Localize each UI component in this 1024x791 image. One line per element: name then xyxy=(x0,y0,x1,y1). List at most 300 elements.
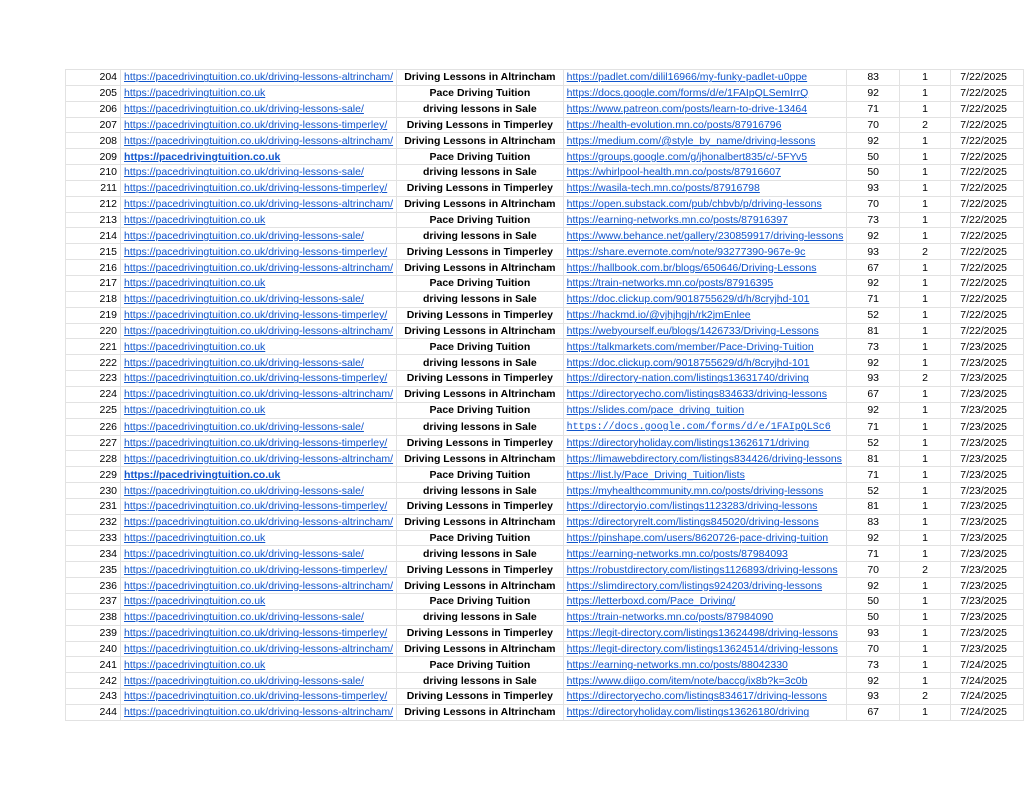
date-cell: 7/23/2025 xyxy=(951,371,1024,387)
backlink-url-link[interactable]: https://legit-directory.com/listings13624514/driving-lessons xyxy=(566,642,838,655)
table-row xyxy=(66,704,1024,720)
target-url-link[interactable]: https://pacedrivingtuition.co.uk/driving-lessons-timperley/ xyxy=(124,372,388,385)
backlink-url-link[interactable]: https://open.substack.com/pub/chbvb/p/driving-lessons xyxy=(566,198,822,211)
table-row xyxy=(66,689,1024,705)
date-cell: 7/23/2025 xyxy=(951,467,1024,483)
target-url-link[interactable]: https://pacedrivingtuition.co.uk/driving-lessons-sale/ xyxy=(124,356,364,369)
domain-authority-cell: 67 xyxy=(847,386,900,402)
table-row xyxy=(66,641,1024,657)
target-url-link[interactable]: https://pacedrivingtuition.co.uk/driving-lessons-altrincham/ xyxy=(124,642,394,655)
row-number-cell: 223 xyxy=(66,371,121,387)
date-cell: 7/22/2025 xyxy=(951,244,1024,260)
backlink-url-link[interactable]: https://www.patreon.com/posts/learn-to-drive-13464 xyxy=(566,103,808,116)
backlink-url-cell xyxy=(563,657,847,673)
domain-authority-cell: 81 xyxy=(847,323,900,339)
table-row xyxy=(66,609,1024,625)
target-url-cell xyxy=(121,514,397,530)
domain-authority-cell: 70 xyxy=(847,641,900,657)
target-url-link[interactable]: https://pacedrivingtuition.co.uk xyxy=(124,595,266,608)
backlink-url-link[interactable]: https://groups.google.com/g/jhonalbert835/c/-5FYv5 xyxy=(566,150,808,163)
domain-authority-cell: 92 xyxy=(847,133,900,149)
row-number-cell: 229 xyxy=(66,467,121,483)
date-cell: 7/22/2025 xyxy=(951,101,1024,117)
keyword-cell: Pace Driving Tuition xyxy=(397,467,564,483)
keyword-cell: driving lessons in Sale xyxy=(397,609,564,625)
target-url-cell xyxy=(121,371,397,387)
target-url-link[interactable]: https://pacedrivingtuition.co.uk/driving-lessons-altrincham/ xyxy=(124,71,394,84)
target-url-link[interactable]: https://pacedrivingtuition.co.uk xyxy=(124,340,266,353)
date-cell: 7/22/2025 xyxy=(951,117,1024,133)
backlink-url-cell xyxy=(563,70,847,86)
target-url-link[interactable]: https://pacedrivingtuition.co.uk xyxy=(124,277,266,290)
count-cell: 1 xyxy=(900,641,951,657)
table-row xyxy=(66,291,1024,307)
keyword-cell: driving lessons in Sale xyxy=(397,355,564,371)
date-cell: 7/22/2025 xyxy=(951,165,1024,181)
table-row xyxy=(66,578,1024,594)
target-url-cell xyxy=(121,483,397,499)
table-row xyxy=(66,180,1024,196)
backlink-url-cell xyxy=(563,530,847,546)
backlink-url-link[interactable]: https://medium.com/@style_by_name/driving-lessons xyxy=(566,134,816,147)
backlink-url-link[interactable]: https://docs.google.com/forms/d/e/1FAIpQLSc6 xyxy=(566,421,831,433)
keyword-cell: driving lessons in Sale xyxy=(397,418,564,435)
target-url-link[interactable]: https://pacedrivingtuition.co.uk/driving-lessons-altrincham/ xyxy=(124,324,394,337)
backlink-url-cell xyxy=(563,371,847,387)
backlink-url-link[interactable]: https://hallbook.com.br/blogs/650646/Driving-Lessons xyxy=(566,261,817,274)
keyword-cell: Pace Driving Tuition xyxy=(397,149,564,165)
backlink-url-link[interactable]: https://train-networks.mn.co/posts/87916395 xyxy=(566,277,774,290)
count-cell: 1 xyxy=(900,307,951,323)
backlink-url-link[interactable]: https://directoryecho.com/listings834617/driving-lessons xyxy=(566,690,827,703)
backlink-url-link[interactable]: https://legit-directory.com/listings13624498/driving-lessons xyxy=(566,627,838,640)
table-row xyxy=(66,625,1024,641)
target-url-cell xyxy=(121,212,397,228)
row-number-cell: 211 xyxy=(66,180,121,196)
backlink-url-cell xyxy=(563,673,847,689)
domain-authority-cell: 71 xyxy=(847,101,900,117)
backlinks-table xyxy=(65,69,1024,721)
domain-authority-cell: 71 xyxy=(847,418,900,435)
backlink-url-cell xyxy=(563,578,847,594)
target-url-cell xyxy=(121,180,397,196)
backlink-url-link[interactable]: https://earning-networks.mn.co/posts/88042330 xyxy=(566,658,788,671)
row-number-cell: 204 xyxy=(66,70,121,86)
target-url-cell xyxy=(121,418,397,435)
backlink-url-cell xyxy=(563,689,847,705)
table-row xyxy=(66,530,1024,546)
target-url-link[interactable]: https://pacedrivingtuition.co.uk/driving-lessons-sale/ xyxy=(124,103,364,116)
count-cell: 2 xyxy=(900,371,951,387)
row-number-cell: 207 xyxy=(66,117,121,133)
count-cell: 1 xyxy=(900,483,951,499)
keyword-cell: driving lessons in Sale xyxy=(397,546,564,562)
date-cell: 7/23/2025 xyxy=(951,418,1024,435)
target-url-link[interactable]: https://pacedrivingtuition.co.uk/driving-lessons-timperley/ xyxy=(124,563,388,576)
date-cell: 7/22/2025 xyxy=(951,212,1024,228)
keyword-cell: Driving Lessons in Altrincham xyxy=(397,133,564,149)
table-row xyxy=(66,483,1024,499)
row-number-cell: 205 xyxy=(66,85,121,101)
row-number-cell: 240 xyxy=(66,641,121,657)
count-cell: 1 xyxy=(900,673,951,689)
date-cell: 7/23/2025 xyxy=(951,483,1024,499)
target-url-link[interactable]: https://pacedrivingtuition.co.uk/driving-lessons-sale/ xyxy=(124,611,364,624)
domain-authority-cell: 92 xyxy=(847,355,900,371)
row-number-cell: 220 xyxy=(66,323,121,339)
target-url-cell xyxy=(121,323,397,339)
date-cell: 7/23/2025 xyxy=(951,641,1024,657)
row-number-cell: 241 xyxy=(66,657,121,673)
backlink-url-cell xyxy=(563,704,847,720)
target-url-link[interactable]: https://pacedrivingtuition.co.uk xyxy=(124,214,266,227)
target-url-cell xyxy=(121,451,397,467)
domain-authority-cell: 93 xyxy=(847,689,900,705)
row-number-cell: 213 xyxy=(66,212,121,228)
domain-authority-cell: 50 xyxy=(847,594,900,610)
target-url-link[interactable]: https://pacedrivingtuition.co.uk xyxy=(124,532,266,545)
table-row xyxy=(66,212,1024,228)
table-row xyxy=(66,228,1024,244)
target-url-link[interactable]: https://pacedrivingtuition.co.uk/driving-lessons-timperley/ xyxy=(124,245,388,258)
target-url-cell xyxy=(121,70,397,86)
backlink-url-cell xyxy=(563,275,847,291)
backlink-url-link[interactable]: https://share.evernote.com/note/93277390-967e-9c xyxy=(566,245,806,258)
backlink-url-link[interactable]: https://padlet.com/dilil16966/my-funky-padlet-u0ppe xyxy=(566,71,808,84)
count-cell: 1 xyxy=(900,704,951,720)
table-row xyxy=(66,435,1024,451)
table-row xyxy=(66,275,1024,291)
count-cell: 1 xyxy=(900,149,951,165)
keyword-cell: Driving Lessons in Altrincham xyxy=(397,514,564,530)
backlink-url-cell xyxy=(563,165,847,181)
count-cell: 1 xyxy=(900,546,951,562)
backlink-url-link[interactable]: https://slimdirectory.com/listings924203/driving-lessons xyxy=(566,579,823,592)
keyword-cell: Driving Lessons in Timperley xyxy=(397,625,564,641)
row-number-cell: 233 xyxy=(66,530,121,546)
domain-authority-cell: 92 xyxy=(847,228,900,244)
target-url-link[interactable]: https://pacedrivingtuition.co.uk/driving-lessons-timperley/ xyxy=(124,182,388,195)
backlink-url-link[interactable]: https://health-evolution.mn.co/posts/87916796 xyxy=(566,118,782,131)
target-url-link[interactable]: https://pacedrivingtuition.co.uk/driving-lessons-sale/ xyxy=(124,484,364,497)
row-number-cell: 212 xyxy=(66,196,121,212)
target-url-cell xyxy=(121,402,397,418)
target-url-link[interactable]: https://pacedrivingtuition.co.uk/driving-lessons-altrincham/ xyxy=(124,579,394,592)
backlink-url-cell xyxy=(563,498,847,514)
keyword-cell: Driving Lessons in Altrincham xyxy=(397,641,564,657)
domain-authority-cell: 81 xyxy=(847,451,900,467)
row-number-cell: 231 xyxy=(66,498,121,514)
date-cell: 7/22/2025 xyxy=(951,196,1024,212)
count-cell: 1 xyxy=(900,101,951,117)
target-url-link[interactable]: https://pacedrivingtuition.co.uk/driving-lessons-altrincham/ xyxy=(124,198,394,211)
backlink-url-link[interactable]: https://talkmarkets.com/member/Pace-Driving-Tuition xyxy=(566,340,814,353)
keyword-cell: Driving Lessons in Timperley xyxy=(397,435,564,451)
target-url-link[interactable]: https://pacedrivingtuition.co.uk xyxy=(124,150,281,163)
keyword-cell: Driving Lessons in Altrincham xyxy=(397,578,564,594)
backlink-url-link[interactable]: https://webyourself.eu/blogs/1426733/Driving-Lessons xyxy=(566,324,819,337)
target-url-link[interactable]: https://pacedrivingtuition.co.uk/driving-lessons-timperley/ xyxy=(124,436,388,449)
count-cell: 1 xyxy=(900,530,951,546)
backlink-url-link[interactable]: https://directoryholiday.com/listings13626171/driving xyxy=(566,436,810,449)
date-cell: 7/23/2025 xyxy=(951,578,1024,594)
keyword-cell: Driving Lessons in Timperley xyxy=(397,117,564,133)
count-cell: 1 xyxy=(900,435,951,451)
backlink-url-cell xyxy=(563,625,847,641)
target-url-link[interactable]: https://pacedrivingtuition.co.uk xyxy=(124,468,281,481)
backlink-url-cell xyxy=(563,402,847,418)
row-number-cell: 209 xyxy=(66,149,121,165)
backlink-url-cell xyxy=(563,467,847,483)
target-url-cell xyxy=(121,244,397,260)
target-url-cell xyxy=(121,689,397,705)
target-url-link[interactable]: https://pacedrivingtuition.co.uk xyxy=(124,404,266,417)
count-cell: 1 xyxy=(900,85,951,101)
table-row xyxy=(66,562,1024,578)
table-row xyxy=(66,260,1024,276)
target-url-cell xyxy=(121,641,397,657)
keyword-cell: Driving Lessons in Timperley xyxy=(397,244,564,260)
date-cell: 7/22/2025 xyxy=(951,149,1024,165)
backlink-url-link[interactable]: https://earning-networks.mn.co/posts/87984093 xyxy=(566,547,788,560)
target-url-link[interactable]: https://pacedrivingtuition.co.uk/driving-lessons-timperley/ xyxy=(124,309,388,322)
row-number-cell: 225 xyxy=(66,402,121,418)
row-number-cell: 228 xyxy=(66,451,121,467)
target-url-link[interactable]: https://pacedrivingtuition.co.uk/driving-lessons-timperley/ xyxy=(124,627,388,640)
row-number-cell: 244 xyxy=(66,704,121,720)
table-row xyxy=(66,371,1024,387)
row-number-cell: 224 xyxy=(66,386,121,402)
target-url-cell xyxy=(121,673,397,689)
table-row xyxy=(66,467,1024,483)
backlink-url-link[interactable]: https://directoryrelt.com/listings845020/driving-lessons xyxy=(566,516,819,529)
backlink-url-link[interactable]: https://earning-networks.mn.co/posts/87916397 xyxy=(566,214,788,227)
date-cell: 7/22/2025 xyxy=(951,260,1024,276)
table-row xyxy=(66,514,1024,530)
backlink-url-cell xyxy=(563,451,847,467)
backlink-url-link[interactable]: https://www.behance.net/gallery/230859917/driving-lessons xyxy=(566,229,844,242)
target-url-cell xyxy=(121,291,397,307)
count-cell: 1 xyxy=(900,260,951,276)
target-url-cell xyxy=(121,530,397,546)
row-number-cell: 217 xyxy=(66,275,121,291)
count-cell: 1 xyxy=(900,275,951,291)
target-url-link[interactable]: https://pacedrivingtuition.co.uk/driving-lessons-sale/ xyxy=(124,166,364,179)
keyword-cell: Pace Driving Tuition xyxy=(397,530,564,546)
date-cell: 7/22/2025 xyxy=(951,291,1024,307)
date-cell: 7/24/2025 xyxy=(951,704,1024,720)
target-url-link[interactable]: https://pacedrivingtuition.co.uk/driving-lessons-altrincham/ xyxy=(124,388,394,401)
backlink-url-cell xyxy=(563,435,847,451)
count-cell: 1 xyxy=(900,594,951,610)
count-cell: 1 xyxy=(900,165,951,181)
backlink-url-cell xyxy=(563,307,847,323)
date-cell: 7/23/2025 xyxy=(951,402,1024,418)
backlink-url-link[interactable]: https://wasila-tech.mn.co/posts/87916798 xyxy=(566,182,760,195)
row-number-cell: 221 xyxy=(66,339,121,355)
date-cell: 7/23/2025 xyxy=(951,562,1024,578)
keyword-cell: Pace Driving Tuition xyxy=(397,594,564,610)
count-cell: 1 xyxy=(900,418,951,435)
date-cell: 7/23/2025 xyxy=(951,609,1024,625)
date-cell: 7/22/2025 xyxy=(951,85,1024,101)
table-row xyxy=(66,657,1024,673)
keyword-cell: driving lessons in Sale xyxy=(397,165,564,181)
backlink-url-link[interactable]: https://www.diigo.com/item/note/baccg/ix8b?k=3c0b xyxy=(566,674,808,687)
date-cell: 7/23/2025 xyxy=(951,530,1024,546)
target-url-link[interactable]: https://pacedrivingtuition.co.uk/driving-lessons-timperley/ xyxy=(124,690,388,703)
backlink-url-link[interactable]: https://directory-nation.com/listings13631740/driving xyxy=(566,372,809,385)
count-cell: 1 xyxy=(900,514,951,530)
backlink-url-link[interactable]: https://limawebdirectory.com/listings834426/driving-lessons xyxy=(566,452,842,465)
date-cell: 7/22/2025 xyxy=(951,70,1024,86)
target-url-cell xyxy=(121,546,397,562)
target-url-cell xyxy=(121,657,397,673)
count-cell: 1 xyxy=(900,212,951,228)
backlink-url-link[interactable]: https://whirlpool-health.mn.co/posts/87916607 xyxy=(566,166,781,179)
target-url-link[interactable]: https://pacedrivingtuition.co.uk/driving-lessons-altrincham/ xyxy=(124,452,394,465)
backlink-url-cell xyxy=(563,323,847,339)
backlink-url-link[interactable]: https://directoryecho.com/listings834633/driving-lessons xyxy=(566,388,827,401)
row-number-cell: 242 xyxy=(66,673,121,689)
backlink-url-cell xyxy=(563,244,847,260)
keyword-cell: Pace Driving Tuition xyxy=(397,85,564,101)
backlink-url-link[interactable]: https://pinshape.com/users/8620726-pace-driving-tuition xyxy=(566,532,829,545)
table-row xyxy=(66,323,1024,339)
backlink-url-cell xyxy=(563,133,847,149)
count-cell: 2 xyxy=(900,562,951,578)
date-cell: 7/23/2025 xyxy=(951,546,1024,562)
row-number-cell: 232 xyxy=(66,514,121,530)
backlink-url-link[interactable]: https://directoryio.com/listings1123283/driving-lessons xyxy=(566,500,818,513)
backlink-url-link[interactable]: https://directoryholiday.com/listings13626180/driving xyxy=(566,706,810,719)
table-row xyxy=(66,307,1024,323)
table-row xyxy=(66,673,1024,689)
date-cell: 7/23/2025 xyxy=(951,339,1024,355)
table-row xyxy=(66,133,1024,149)
target-url-link[interactable]: https://pacedrivingtuition.co.uk/driving-lessons-altrincham/ xyxy=(124,706,394,719)
table-row xyxy=(66,196,1024,212)
table-row xyxy=(66,355,1024,371)
keyword-cell: Driving Lessons in Altrincham xyxy=(397,704,564,720)
backlink-url-link[interactable]: https://myhealthcommunity.mn.co/posts/driving-lessons xyxy=(566,484,824,497)
date-cell: 7/23/2025 xyxy=(951,514,1024,530)
keyword-cell: driving lessons in Sale xyxy=(397,673,564,689)
table-row xyxy=(66,451,1024,467)
domain-authority-cell: 93 xyxy=(847,371,900,387)
table-row xyxy=(66,85,1024,101)
target-url-cell xyxy=(121,625,397,641)
backlink-url-link[interactable]: https://docs.google.com/forms/d/e/1FAIpQLSemIrrQ xyxy=(566,87,809,100)
domain-authority-cell: 92 xyxy=(847,530,900,546)
row-number-cell: 234 xyxy=(66,546,121,562)
table-row xyxy=(66,117,1024,133)
backlink-url-link[interactable]: https://robustdirectory.com/listings1126893/driving-lessons xyxy=(566,563,838,576)
row-number-cell: 243 xyxy=(66,689,121,705)
date-cell: 7/24/2025 xyxy=(951,689,1024,705)
domain-authority-cell: 92 xyxy=(847,578,900,594)
count-cell: 1 xyxy=(900,291,951,307)
keyword-cell: Pace Driving Tuition xyxy=(397,339,564,355)
keyword-cell: Driving Lessons in Altrincham xyxy=(397,70,564,86)
backlink-url-link[interactable]: https://train-networks.mn.co/posts/87984090 xyxy=(566,611,774,624)
target-url-cell xyxy=(121,704,397,720)
keyword-cell: Pace Driving Tuition xyxy=(397,212,564,228)
domain-authority-cell: 70 xyxy=(847,196,900,212)
backlink-url-link[interactable]: https://letterboxd.com/Pace_Driving/ xyxy=(566,595,736,608)
table-row xyxy=(66,402,1024,418)
target-url-cell xyxy=(121,275,397,291)
backlink-url-cell xyxy=(563,85,847,101)
date-cell: 7/22/2025 xyxy=(951,307,1024,323)
date-cell: 7/23/2025 xyxy=(951,451,1024,467)
target-url-link[interactable]: https://pacedrivingtuition.co.uk/driving-lessons-sale/ xyxy=(124,293,364,306)
target-url-cell xyxy=(121,133,397,149)
count-cell: 1 xyxy=(900,451,951,467)
count-cell: 1 xyxy=(900,133,951,149)
date-cell: 7/23/2025 xyxy=(951,625,1024,641)
count-cell: 1 xyxy=(900,180,951,196)
backlink-url-link[interactable]: https://slides.com/pace_driving_tuition xyxy=(566,404,745,417)
keyword-cell: Driving Lessons in Altrincham xyxy=(397,260,564,276)
row-number-cell: 210 xyxy=(66,165,121,181)
backlink-url-link[interactable]: https://hackmd.io/@vjhjhgjh/rk2jmEnlee xyxy=(566,309,751,322)
backlink-url-cell xyxy=(563,212,847,228)
target-url-cell xyxy=(121,435,397,451)
target-url-link[interactable]: https://pacedrivingtuition.co.uk/driving-lessons-sale/ xyxy=(124,229,364,242)
domain-authority-cell: 71 xyxy=(847,546,900,562)
backlink-url-link[interactable]: https://doc.clickup.com/9018755629/d/h/8cryjhd-101 xyxy=(566,293,810,306)
keyword-cell: Driving Lessons in Altrincham xyxy=(397,196,564,212)
domain-authority-cell: 52 xyxy=(847,483,900,499)
target-url-cell xyxy=(121,339,397,355)
table-row xyxy=(66,418,1024,435)
count-cell: 1 xyxy=(900,70,951,86)
keyword-cell: Pace Driving Tuition xyxy=(397,275,564,291)
count-cell: 1 xyxy=(900,609,951,625)
backlink-url-link[interactable]: https://doc.clickup.com/9018755629/d/h/8cryjhd-101 xyxy=(566,356,810,369)
domain-authority-cell: 52 xyxy=(847,435,900,451)
target-url-cell xyxy=(121,165,397,181)
target-url-link[interactable]: https://pacedrivingtuition.co.uk xyxy=(124,87,266,100)
target-url-link[interactable]: https://pacedrivingtuition.co.uk/driving-lessons-timperley/ xyxy=(124,118,388,131)
domain-authority-cell: 93 xyxy=(847,244,900,260)
target-url-link[interactable]: https://pacedrivingtuition.co.uk/driving-lessons-sale/ xyxy=(124,547,364,560)
target-url-cell xyxy=(121,355,397,371)
target-url-cell xyxy=(121,260,397,276)
keyword-cell: Driving Lessons in Altrincham xyxy=(397,451,564,467)
target-url-link[interactable]: https://pacedrivingtuition.co.uk/driving-lessons-timperley/ xyxy=(124,500,388,513)
target-url-link[interactable]: https://pacedrivingtuition.co.uk xyxy=(124,658,266,671)
keyword-cell: Driving Lessons in Altrincham xyxy=(397,386,564,402)
target-url-link[interactable]: https://pacedrivingtuition.co.uk/driving-lessons-sale/ xyxy=(124,674,364,687)
row-number-cell: 227 xyxy=(66,435,121,451)
row-number-cell: 216 xyxy=(66,260,121,276)
date-cell: 7/23/2025 xyxy=(951,386,1024,402)
target-url-link[interactable]: https://pacedrivingtuition.co.uk/driving-lessons-sale/ xyxy=(124,420,364,433)
row-number-cell: 206 xyxy=(66,101,121,117)
spreadsheet xyxy=(65,69,1024,721)
row-number-cell: 237 xyxy=(66,594,121,610)
target-url-link[interactable]: https://pacedrivingtuition.co.uk/driving-lessons-altrincham/ xyxy=(124,261,394,274)
keyword-cell: Driving Lessons in Timperley xyxy=(397,371,564,387)
target-url-link[interactable]: https://pacedrivingtuition.co.uk/driving-lessons-altrincham/ xyxy=(124,516,394,529)
target-url-link[interactable]: https://pacedrivingtuition.co.uk/driving-lessons-altrincham/ xyxy=(124,134,394,147)
backlink-url-cell xyxy=(563,386,847,402)
target-url-cell xyxy=(121,85,397,101)
backlink-url-link[interactable]: https://list.ly/Pace_Driving_Tuition/lists xyxy=(566,468,745,481)
domain-authority-cell: 92 xyxy=(847,402,900,418)
